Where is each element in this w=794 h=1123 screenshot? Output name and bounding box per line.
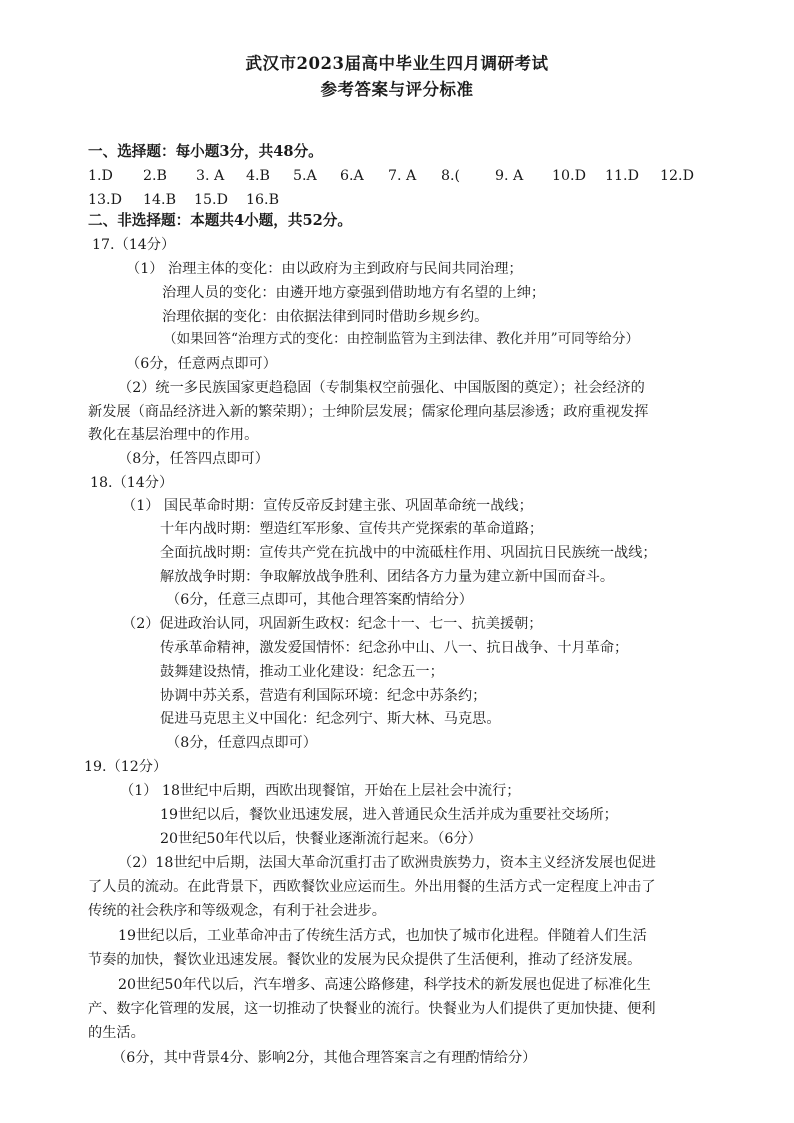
mc-answer: 8.( [441,168,461,184]
q19-p2-line: 节奏的加快，餐饮业迅速发展。餐饮业的发展为民众提供了生活便利，推动了经济发展。 [88,952,642,968]
q18-number: 18.（14分） [90,475,174,491]
mc-answer: 9. A [495,168,524,184]
mc-answer: 13.D [88,192,122,208]
q18-p2-line: 协调中苏关系，营造有利国际环境：纪念中苏条约； [160,688,487,704]
section1-heading: 一、选择题：每小题3分，共48分。 [88,143,323,160]
q19-number: 19.（12分） [84,759,168,775]
mc-answer: 4.B [246,168,270,184]
mc-answer: 10.D [552,168,586,184]
q19-p2-line: 的生活。 [88,1025,145,1041]
q19-p1-line: （1） 18世纪中后期，西欧出现餐馆，开始在上层社会中流行； [120,783,521,799]
mc-answer: 1.D [88,168,113,184]
q18-p1-line: 十年内战时期：塑造红军形象、宣传共产党探索的革命道路； [160,521,544,537]
q19-p1-line: 20世纪50年代以后，快餐业逐渐流行起来。（6分） [160,831,482,847]
page-title: 武汉市2023届高中毕业生四月调研考试 [245,54,549,73]
q17-number: 17.（14分） [92,237,176,253]
q18-p1-line: 解放战争时期：争取解放战争胜利、团结各方力量为建立新中国而奋斗。 [160,569,615,585]
q17-p1-score: （6分，任意两点即可） [126,356,277,372]
section2-heading: 二、非选择题：本题共4小题，共52分。 [88,212,352,229]
q17-p1-line: （1） 治理主体的变化：由以政府为主到政府与民间共同治理； [126,261,523,277]
q18-p2-line: 促进马克思主义中国化：纪念列宁、斯大林、马克思。 [160,711,501,727]
q18-p2-line: 鼓舞建设热情，推动工业化建设：纪念五一； [160,664,444,680]
mc-answer: 12.D [660,168,694,184]
mc-answer: 15.D [194,192,228,208]
q18-p1-score: （6分，任意三点即可，其他合理答案酌情给分） [166,592,473,608]
q17-p2-line: （2）统一多民族国家更趋稳固（专制集权空前强化、中国版图的奠定）；社会经济的 [118,380,645,396]
q17-p1-line: 治理依据的变化：由依据法律到同时借助乡规乡约。 [162,309,489,325]
q17-p1-line: （如果回答“治理方式的变化：由控制监管为主到法律、教化并用”可同等给分） [163,331,640,347]
q17-p2-line: 新发展（商品经济进入新的繁荣期）；士绅阶层发展；儒家伦理向基层渗透；政府重视发挥 [88,404,649,420]
mc-answer: 11.D [605,168,639,184]
mc-answer: 2.B [143,168,167,184]
page-subtitle: 参考答案与评分标准 [320,80,474,99]
mc-answer: 14.B [143,192,176,208]
mc-answer: 5.A [293,168,317,184]
q18-p2-score: （8分，任意四点即可） [166,735,317,751]
q18-p2-line: （2）促进政治认同，巩固新生政权：纪念十一、七一、抗美援朝； [122,616,543,632]
q18-p2-line: 传承革命精神，激发爱国情怀：纪念孙中山、八一、抗日战争、十月革命； [160,640,629,656]
q19-p2-line: 了人员的流动。在此背景下，西欧餐饮业应运而生。外出用餐的生活方式一定程度上冲击了 [88,879,656,895]
mc-answer: 16.B [246,192,279,208]
q19-p2-line: （2）18世纪中后期，法国大革命沉重打击了欧洲贵族势力，资本主义经济发展也促进 [118,855,656,871]
q18-p1-line: 全面抗战时期：宣传共产党在抗战中的中流砥柱作用、巩固抗日民族统一战线； [160,545,657,561]
q17-p2-line: 教化在基层治理中的作用。 [88,427,259,443]
q19-p2-line: 20世纪50年代以后，汽车增多、高速公路修建，科学技术的新发展也促进了标准化生 [118,977,651,993]
q19-p2-line: 产、数字化管理的发展，这一切推动了快餐业的流行。快餐业为人们提供了更加快捷、便利 [88,1001,656,1017]
mc-answer: 3. A [196,168,225,184]
q18-p1-line: （1） 国民革命时期：宣传反帝反封建主张、巩固革命统一战线； [122,498,533,514]
q19-p2-line: 传统的社会秩序和等级观念，有利于社会进步。 [88,903,386,919]
q19-p2-line: 19世纪以后，工业革命冲击了传统生活方式，也加快了城市化进程。伴随着人们生活 [118,928,647,944]
q17-p1-line: 治理人员的变化：由遴开地方豪强到借助地方有名望的上绅； [162,285,546,301]
q19-p1-line: 19世纪以后，餐饮业迅速发展，进入普通民众生活并成为重要社交场所； [160,807,618,823]
mc-answer: 6.A [340,168,364,184]
mc-answer: 7. A [388,168,417,184]
q17-p2-score: （8分，任答四点即可） [118,451,269,467]
q19-p2-score: （6分，其中背景4分、影响2分，其他合理答案言之有理酌情给分） [112,1050,537,1066]
